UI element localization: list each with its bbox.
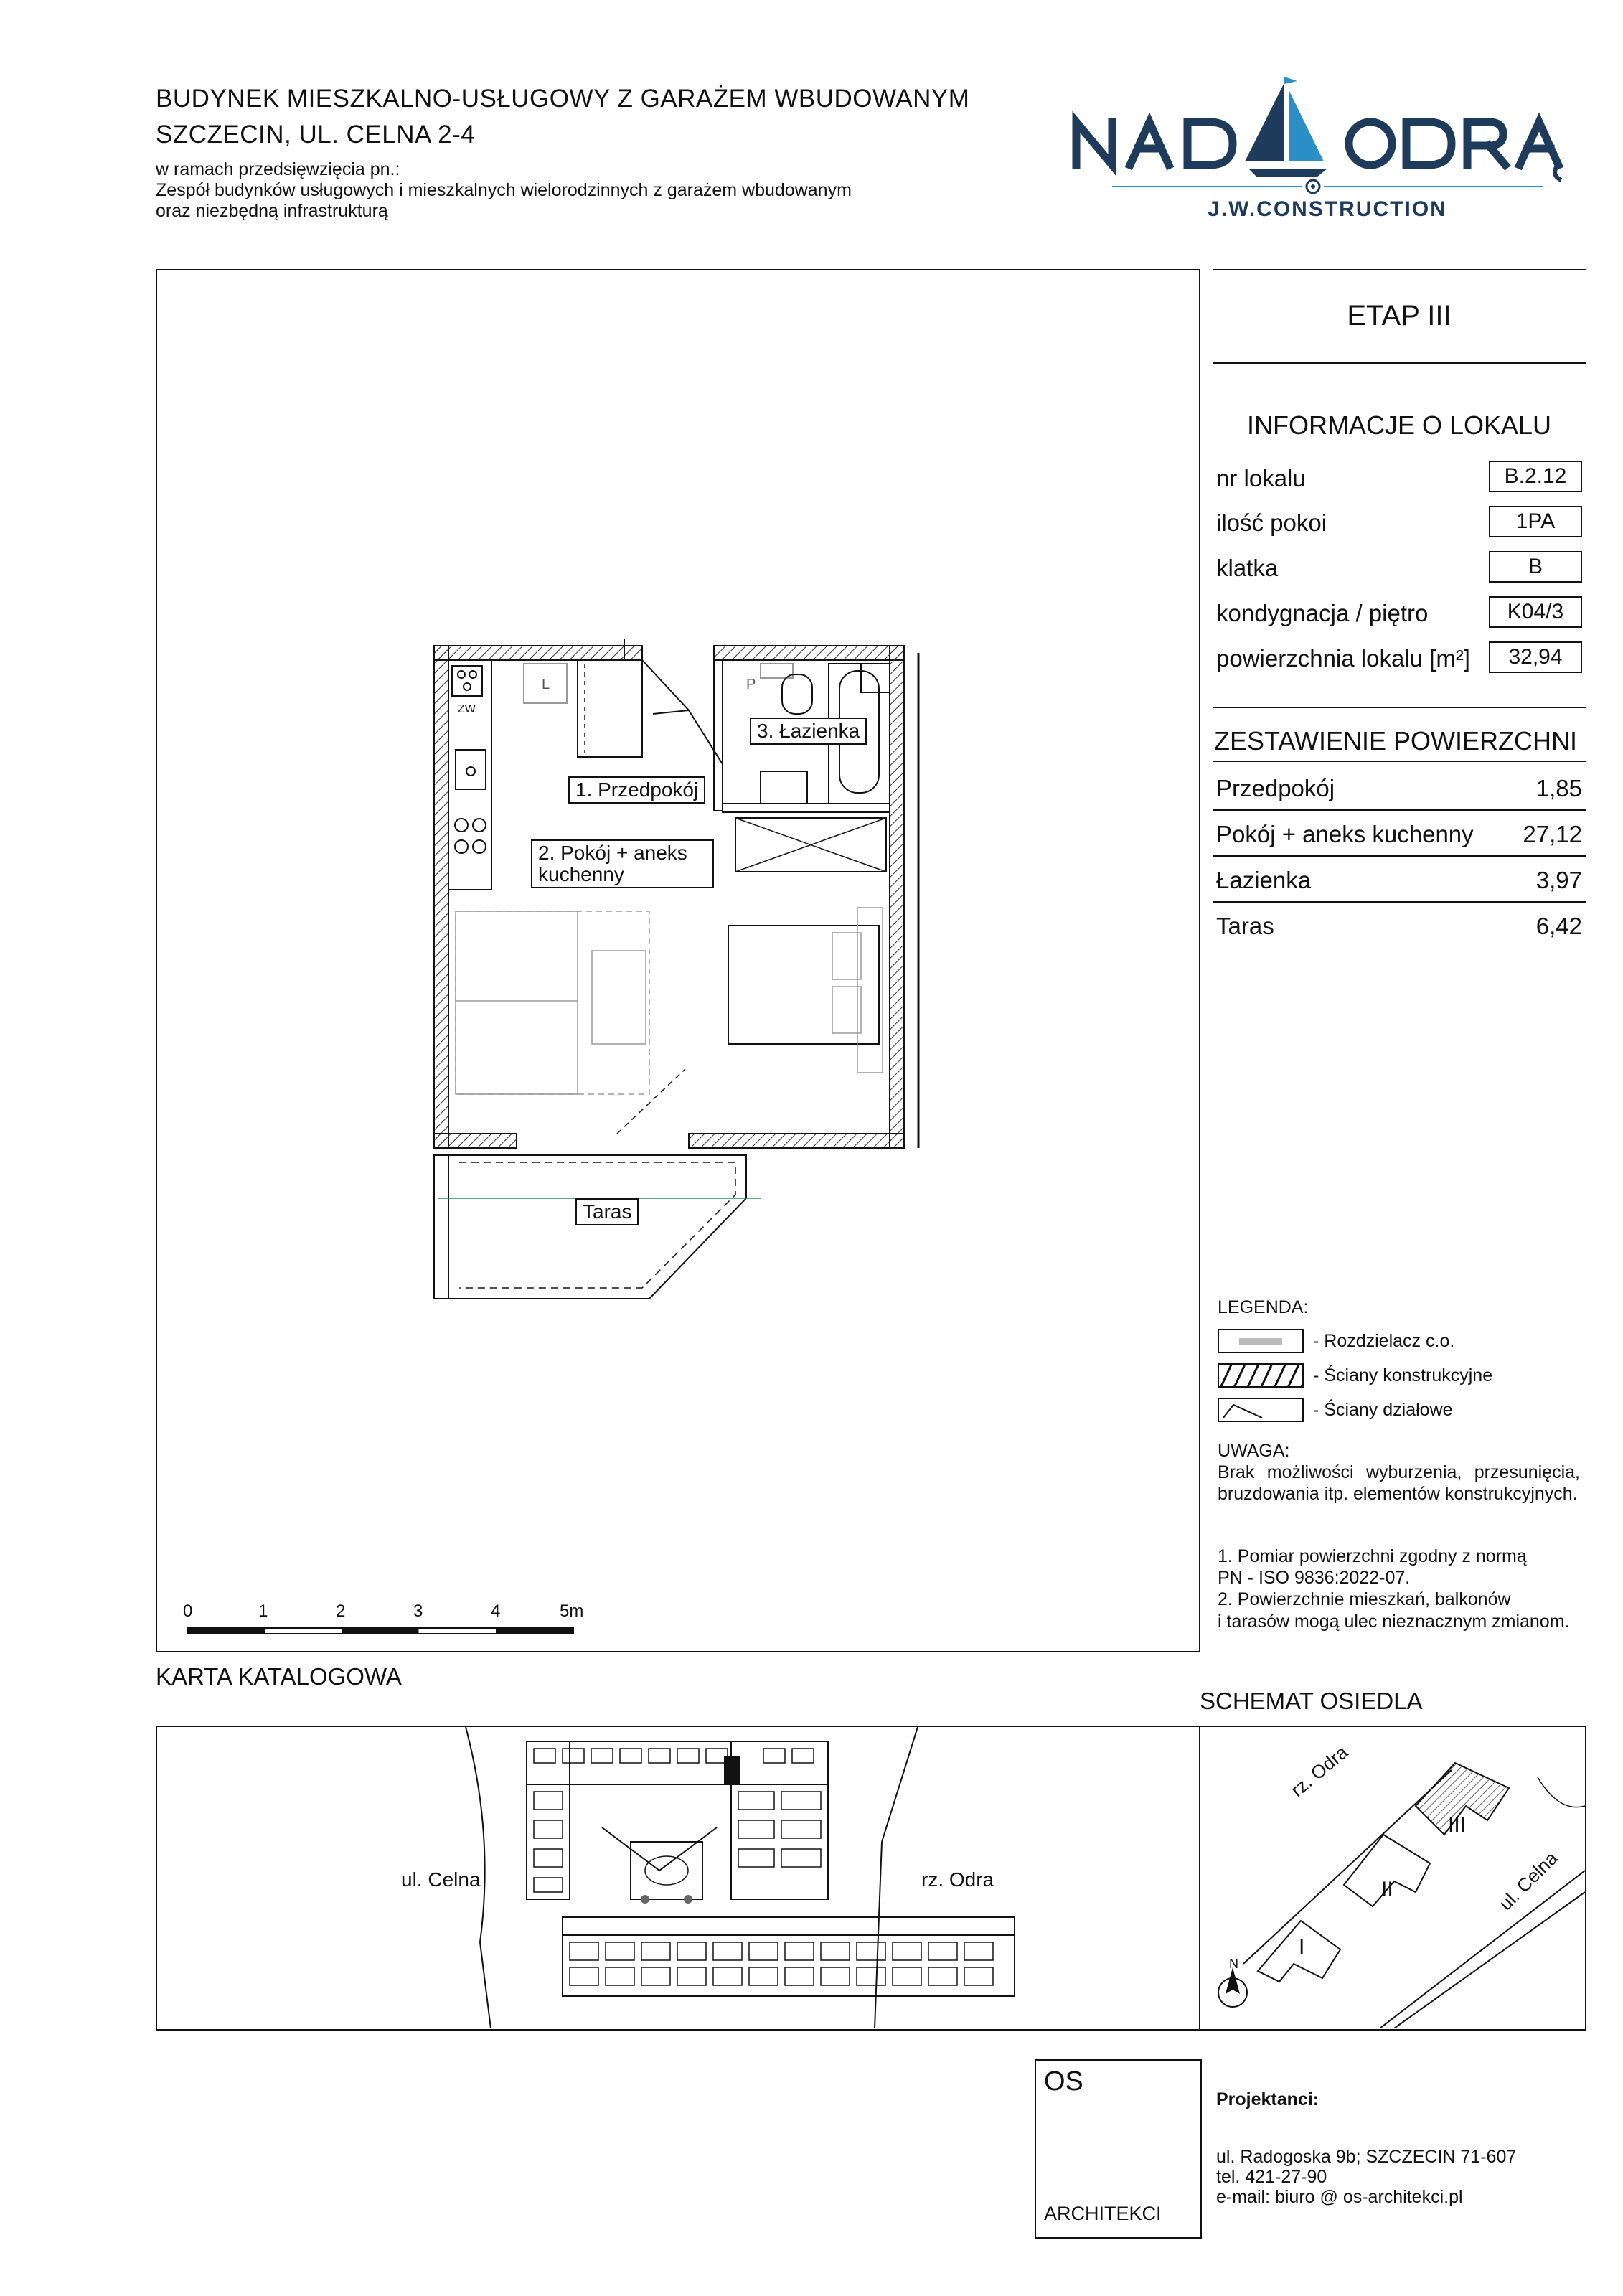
legend-swatch-structural	[1218, 1363, 1304, 1388]
notes-heading: UWAGA:	[1218, 1441, 1290, 1461]
project-subtitle-line3: oraz niezbędną infrastrukturą	[156, 201, 388, 221]
areas-heading: ZESTAWIENIE POWIERZCHNI	[1214, 726, 1578, 756]
areas-top-line	[1213, 707, 1586, 708]
legend-swatch-distributor	[1218, 1329, 1304, 1353]
info-value-rooms: 1PA	[1489, 506, 1582, 537]
stage-bottom-line	[1213, 362, 1586, 364]
info-label-staircase: klatka	[1216, 555, 1279, 581]
scale-bar	[179, 1601, 596, 1645]
project-title-line1: BUDYNEK MIESZKALNO-USŁUGOWY Z GARAŻEM WBUDOWANYM	[156, 85, 970, 113]
info-value-unit-number: B.2.12	[1489, 461, 1582, 492]
designers-label: Projektanci:	[1216, 2089, 1319, 2109]
area-value-hallway: 1,85	[1535, 775, 1582, 801]
catalog-site-map	[157, 1727, 1198, 2028]
legend-swatch-partition	[1218, 1398, 1304, 1422]
closet-label: L	[542, 677, 550, 692]
area-value-bathroom: 3,97	[1535, 867, 1582, 893]
info-label-area: powierzchnia lokalu [m²]	[1216, 645, 1470, 672]
scheme-site-map	[1200, 1727, 1585, 2028]
architect-stamp-bottom: ARCHITEKCI	[1044, 2203, 1162, 2224]
scheme-building-2: II	[1381, 1878, 1393, 1901]
catalog-title: KARTA KATALOGOWA	[156, 1663, 402, 1690]
architect-stamp-top: OS	[1044, 2066, 1083, 2097]
scheme-title: SCHEMAT OSIEDLA	[1200, 1688, 1423, 1714]
fixture-zw-label: ZW	[458, 703, 476, 715]
scheme-building-1: I	[1299, 1935, 1305, 1959]
info-value-floor: K04/3	[1489, 596, 1582, 628]
notes-line-1: 1. Pomiar powierzchni zgodny z normą	[1218, 1546, 1527, 1566]
notes-line-4: i tarasów mogą ulec nieznacznym zmianom.	[1218, 1612, 1570, 1632]
area-label-living-room: Pokój + aneks kuchenny	[1216, 821, 1474, 847]
apartment-floor-plan	[402, 624, 947, 1320]
bath-p-label: P	[746, 677, 756, 692]
room-label-terrace: Taras	[575, 1198, 639, 1225]
legend-item-distributor: - Rozdzielacz c.o.	[1313, 1331, 1455, 1351]
scale-label-0: 0	[183, 1601, 193, 1621]
room-label-living-room: 2. Pokój + aneks kuchenny	[531, 839, 714, 888]
area-label-terrace: Taras	[1216, 913, 1274, 939]
designers-address: ul. Radogoska 9b; SZCZECIN 71-607	[1216, 2147, 1517, 2167]
area-label-bathroom: Łazienka	[1216, 867, 1312, 893]
scale-label-3: 3	[413, 1601, 423, 1621]
scale-label-4: 4	[491, 1601, 501, 1621]
info-value-area: 32,94	[1489, 641, 1582, 673]
designers-email[interactable]: e-mail: biuro @ os-architekci.pl	[1216, 2187, 1463, 2207]
scale-label-1: 1	[258, 1601, 268, 1621]
stage-top-line	[1213, 269, 1586, 270]
area-divider	[1213, 809, 1586, 811]
logo-company: J.W.CONSTRUCTION	[1208, 197, 1447, 221]
stage-label: ETAP III	[1347, 300, 1452, 331]
scheme-building-3: III	[1448, 1813, 1467, 1837]
scheme-river-label: rz. Odra	[1286, 1741, 1352, 1801]
nad-odra-logo	[1069, 68, 1586, 233]
info-label-rooms: ilość pokoi	[1216, 509, 1327, 536]
info-heading: INFORMACJE O LOKALU	[1246, 410, 1552, 440]
areas-heading-line	[1213, 761, 1586, 762]
scale-label-2: 2	[336, 1601, 346, 1621]
scheme-street-label: ul. Celna	[1495, 1847, 1562, 1915]
notes-text-structural: Brak możliwości wyburzenia, przesunięcia, bruzdowania itp. elementów konstrukcyjnych.	[1218, 1462, 1580, 1504]
scale-label-5: 5m	[560, 1601, 584, 1621]
project-title-line2: SZCZECIN, UL. CELNA 2-4	[156, 121, 476, 149]
area-value-living-room: 27,12	[1523, 821, 1582, 847]
legend-heading: LEGENDA:	[1218, 1297, 1309, 1317]
legend-item-partition: - Ściany działowe	[1313, 1400, 1453, 1420]
notes-line-2: PN - ISO 9836:2022-07.	[1218, 1568, 1411, 1588]
legend-item-structural: - Ściany konstrukcyjne	[1313, 1365, 1493, 1385]
project-subtitle-line1: w ramach przedsięwzięcia pn.:	[156, 159, 400, 179]
north-arrow-label: N	[1229, 1957, 1238, 1971]
designers-phone: tel. 421-27-90	[1216, 2167, 1327, 2187]
area-value-terrace: 6,42	[1535, 913, 1582, 939]
area-divider	[1213, 855, 1586, 857]
info-label-floor: kondygnacja / piętro	[1216, 600, 1429, 626]
notes-line-3: 2. Powierzchnie mieszkań, balkonów	[1218, 1589, 1511, 1609]
catalog-river-label: rz. Odra	[921, 1868, 994, 1891]
area-label-hallway: Przedpokój	[1216, 775, 1335, 801]
catalog-street-label: ul. Celna	[401, 1868, 481, 1891]
room-label-bathroom: 3. Łazienka	[750, 718, 867, 745]
room-label-hallway: 1. Przedpokój	[568, 776, 705, 804]
info-label-unit-number: nr lokalu	[1216, 465, 1306, 491]
info-value-staircase: B	[1489, 551, 1582, 583]
area-divider	[1213, 901, 1586, 903]
project-subtitle-line2: Zespół budynków usługowych i mieszkalnych wielorodzinnych z garażem wbudowanym	[156, 180, 852, 200]
